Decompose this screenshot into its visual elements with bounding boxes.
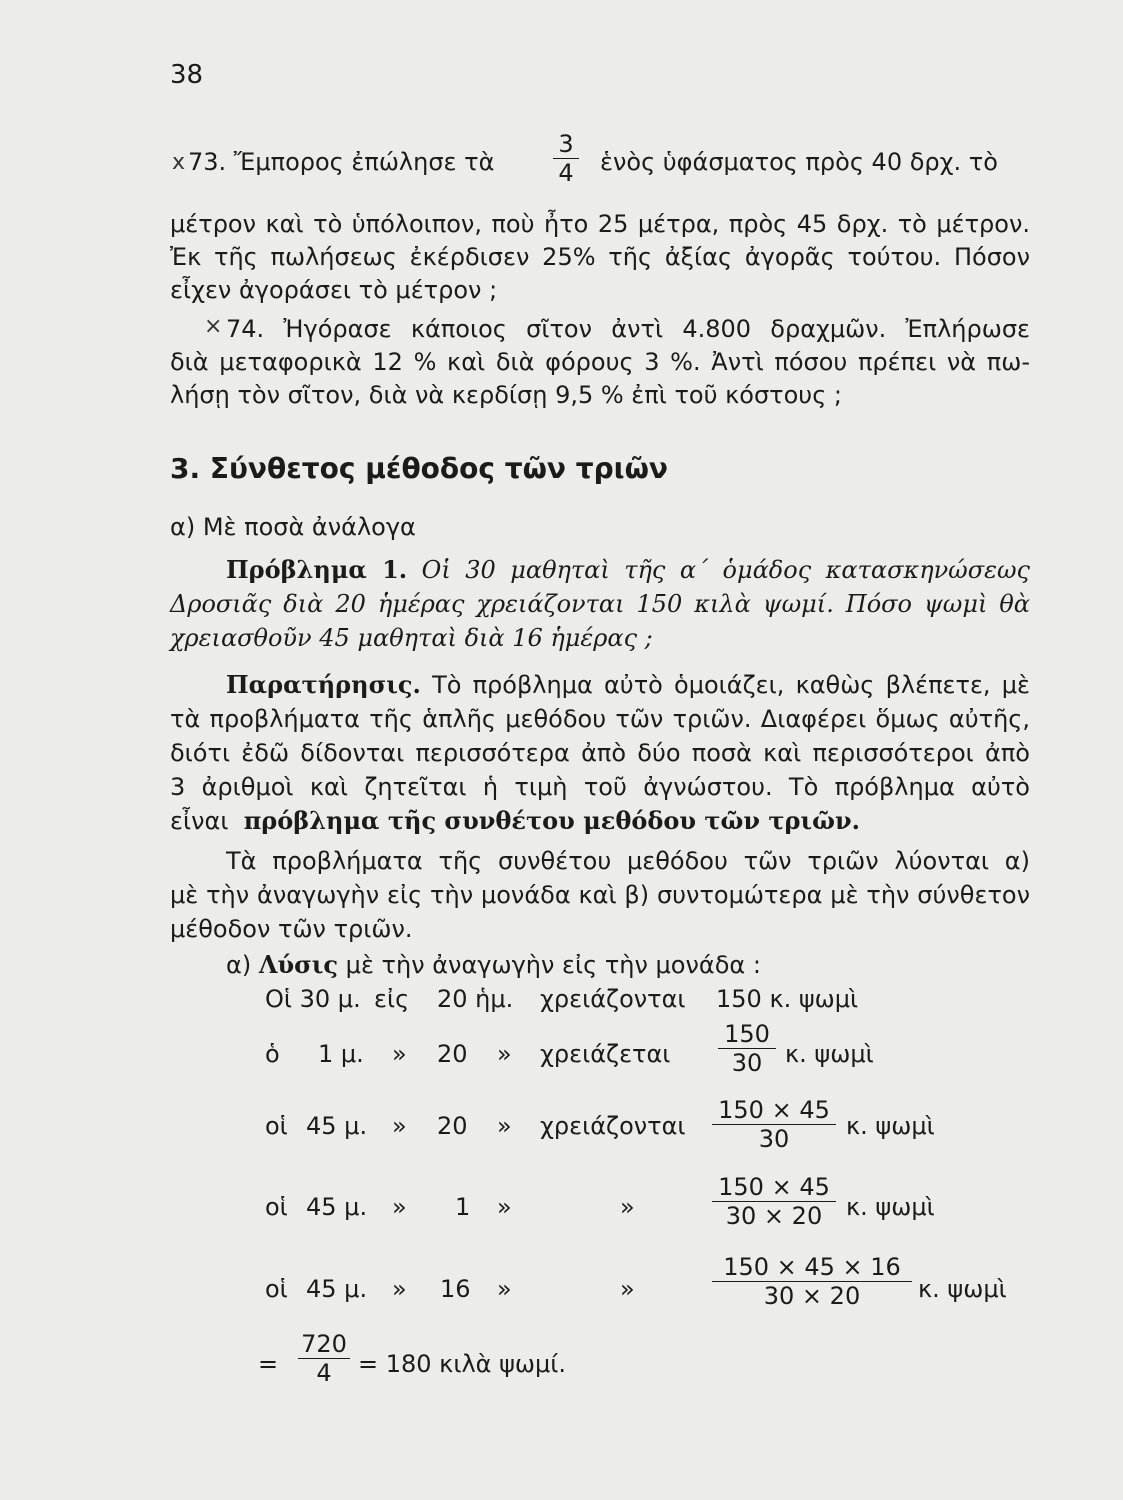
remark-line-5-start: εἶναι — [170, 807, 229, 835]
paragraph-2-line-1: Τὰ προβλήματα τῆς συνθέτου μεθόδου τῶν τριῶν λύονται α) — [226, 847, 1030, 875]
row-1-who: Οἱ 30 μ. — [265, 985, 361, 1013]
problem-74-line-1: 74. Ἠγόρασε κάποιος σῖτον ἀντὶ 4.800 δραχμῶν. Ἐπλήρωσε — [226, 315, 1030, 343]
solution-heading — [226, 950, 761, 979]
row-5-numerator: 150 × 45 × 16 — [723, 1253, 901, 1281]
problem-74-mark: × — [204, 314, 223, 339]
remark-line-4: 3 ἀριθμοὶ καὶ ζητεῖται ἡ τιμὴ τοῦ ἀγνώστου. Τὸ πρόβλημα αὐτὸ — [170, 773, 1030, 801]
row-4-numerator: 150 × 45 — [718, 1173, 830, 1201]
calc-row-5 — [0, 1253, 1123, 1325]
row-3-fraction — [712, 1096, 836, 1153]
solution-prefix: α) — [226, 951, 252, 979]
calc-row-3 — [0, 1096, 1123, 1162]
row-4-verb: » — [620, 1193, 635, 1221]
row-4-days: 1 — [455, 1193, 471, 1221]
row-5-ditto-1: » — [392, 1275, 407, 1303]
remark-emphasis: πρόβλημα τῆς συνθέτου μεθόδου τῶν τριῶν. — [243, 806, 860, 835]
row-2-verb: χρειάζεται — [540, 1040, 671, 1068]
paragraph-2 — [170, 844, 1030, 946]
result-row — [0, 1330, 1123, 1400]
row-2-numerator: 150 — [724, 1020, 770, 1048]
row-5-who: οἱ — [265, 1275, 288, 1303]
remark-line-2: τὰ προβλήματα τῆς ἁπλῆς μεθόδου τῶν τριῶν. Διαφέρει ὅμως αὐτῆς, — [170, 705, 1030, 733]
remark-label: Παρατήρησις. — [226, 670, 421, 699]
row-4-ditto-2: » — [497, 1193, 512, 1221]
row-1-qty: 150 κ. ψωμὶ — [716, 985, 859, 1013]
paragraph-2-line-3: μέθοδον τῶν τριῶν. — [170, 915, 413, 943]
row-2-who: ὁ — [265, 1040, 280, 1068]
calc-row-4 — [0, 1173, 1123, 1243]
section-heading: 3. Σύνθετος μέθοδος τῶν τριῶν — [170, 452, 668, 485]
problem-74-line-3: λήσῃ τὸν σῖτον, διὰ νὰ κερδίσῃ 9,5 % ἐπὶ τοῦ κόστους ; — [170, 381, 842, 409]
row-4-count: 45 μ. — [306, 1193, 368, 1221]
row-3-who: οἱ — [265, 1112, 288, 1140]
problem-1-line-3: χρειασθοῦν 45 μαθηταὶ διὰ 16 ἡμέρας ; — [170, 624, 653, 652]
row-5-unit: κ. ψωμὶ — [918, 1275, 1007, 1303]
row-4-unit: κ. ψωμὶ — [846, 1193, 935, 1221]
solution-rest: μὲ τὴν ἀναγωγὴν εἰς τὴν μονάδα : — [345, 951, 761, 979]
row-3-verb: χρειάζονται — [540, 1112, 686, 1140]
problem-73-line-2: μέτρον καὶ τὸ ὑπόλοιπον, ποὺ ἦτο 25 μέτρα, πρὸς 45 δρχ. τὸ μέτρον. — [170, 210, 1030, 238]
problem-1-body — [170, 553, 1030, 655]
remark-line-3: διότι ἐδῶ δίδονται περισσότερα ἀπὸ δύο ποσὰ καὶ περισσότεροι ἀπὸ — [170, 739, 1030, 767]
row-2-denominator: 30 — [731, 1049, 763, 1077]
row-2-unit: κ. ψωμὶ — [785, 1040, 874, 1068]
row-4-denominator: 30 × 20 — [725, 1202, 823, 1230]
row-4-ditto-1: » — [392, 1193, 407, 1221]
page-number: 38 — [170, 60, 204, 90]
problem-73-mark: x — [172, 150, 186, 175]
problem-1-line-1-text: Οἱ 30 μαθηταὶ τῆς α΄ ὁμάδος κατασκηνώσεως — [421, 556, 1030, 584]
row-4-fraction — [712, 1173, 836, 1230]
row-5-denominator: 30 × 20 — [763, 1282, 861, 1310]
row-3-ditto-1: » — [392, 1112, 407, 1140]
row-2-count: 1 μ. — [318, 1040, 364, 1068]
row-3-count: 45 μ. — [306, 1112, 368, 1140]
row-5-ditto-2: » — [497, 1275, 512, 1303]
problem-73-line-4: εἶχεν ἀγοράσει τὸ μέτρον ; — [170, 276, 498, 304]
paragraph-2-line-2: μὲ τὴν ἀναγωγὴν εἰς τὴν μονάδα καὶ β) συντομώτερα μὲ τὴν σύνθετον — [170, 881, 1030, 909]
row-5-verb: » — [620, 1275, 635, 1303]
problem-74-body — [170, 313, 1030, 412]
result-numerator: 720 — [301, 1330, 347, 1358]
problem-1-line-1 — [170, 553, 1030, 587]
row-5-days: 16 — [440, 1275, 471, 1303]
row-3-numerator: 150 × 45 — [718, 1096, 830, 1124]
solution-label: Λύσις — [258, 950, 339, 979]
row-3-days: 20 — [437, 1112, 468, 1140]
result-equals-1: = — [258, 1350, 279, 1378]
remark-line-1 — [170, 668, 1030, 702]
row-2-days: 20 — [437, 1040, 468, 1068]
problem-73-body — [170, 208, 1030, 307]
remark-line-5 — [170, 804, 1030, 838]
row-1-verb: χρειάζονται — [540, 985, 686, 1013]
row-3-unit: κ. ψωμὶ — [846, 1112, 935, 1140]
problem-1-line-2: Δροσιᾶς διὰ 20 ἡμέρας χρειάζονται 150 κιλὰ ψωμί. Πόσο ψωμὶ θὰ — [170, 590, 1030, 618]
row-1-prep: εἰς — [374, 985, 410, 1013]
row-4-who: οἱ — [265, 1193, 288, 1221]
problem-73-line-3: Ἐκ τῆς πωλήσεως ἐκέρδισεν 25% τῆς ἀξίας ἀγορᾶς τούτου. Πόσον — [170, 243, 1030, 271]
row-3-denominator: 30 — [758, 1125, 790, 1153]
section-subheading: α) Μὲ ποσὰ ἀνάλογα — [170, 513, 416, 541]
problem-1-label: Πρόβλημα 1. — [226, 555, 408, 584]
row-2-ditto-2: » — [497, 1040, 512, 1068]
row-5-count: 45 μ. — [306, 1275, 368, 1303]
fraction-numerator: 3 — [558, 130, 574, 158]
problem-73-fraction — [552, 130, 580, 187]
calc-row-2 — [0, 1020, 1123, 1090]
problem-73-text-start: 73. Ἔμπορος ἐπώλησε τὰ — [188, 148, 495, 176]
result-fraction — [298, 1330, 350, 1387]
remark-line-1-text: Τὸ πρόβλημα αὐτὸ ὁμοιάζει, καθὼς βλέπετε, μὲ — [432, 671, 1030, 699]
calc-row-1 — [0, 985, 1123, 1021]
row-3-ditto-2: » — [497, 1112, 512, 1140]
row-2-ditto-1: » — [392, 1040, 407, 1068]
remark-body — [170, 668, 1030, 838]
fraction-denominator: 4 — [558, 159, 574, 187]
row-1-days: 20 ἡμ. — [437, 985, 514, 1013]
problem-73-text-end: ἑνὸς ὑφάσματος πρὸς 40 δρχ. τὸ — [600, 148, 998, 176]
row-2-fraction — [718, 1020, 776, 1077]
row-5-fraction — [712, 1253, 912, 1310]
problem-74-line-2: διὰ μεταφορικὰ 12 % καὶ διὰ φόρους 3 %. Ἀντὶ πόσου πρέπει νὰ πω- — [170, 348, 1030, 376]
result-denominator: 4 — [316, 1359, 332, 1387]
result-final: = 180 κιλὰ ψωμί. — [358, 1350, 567, 1378]
